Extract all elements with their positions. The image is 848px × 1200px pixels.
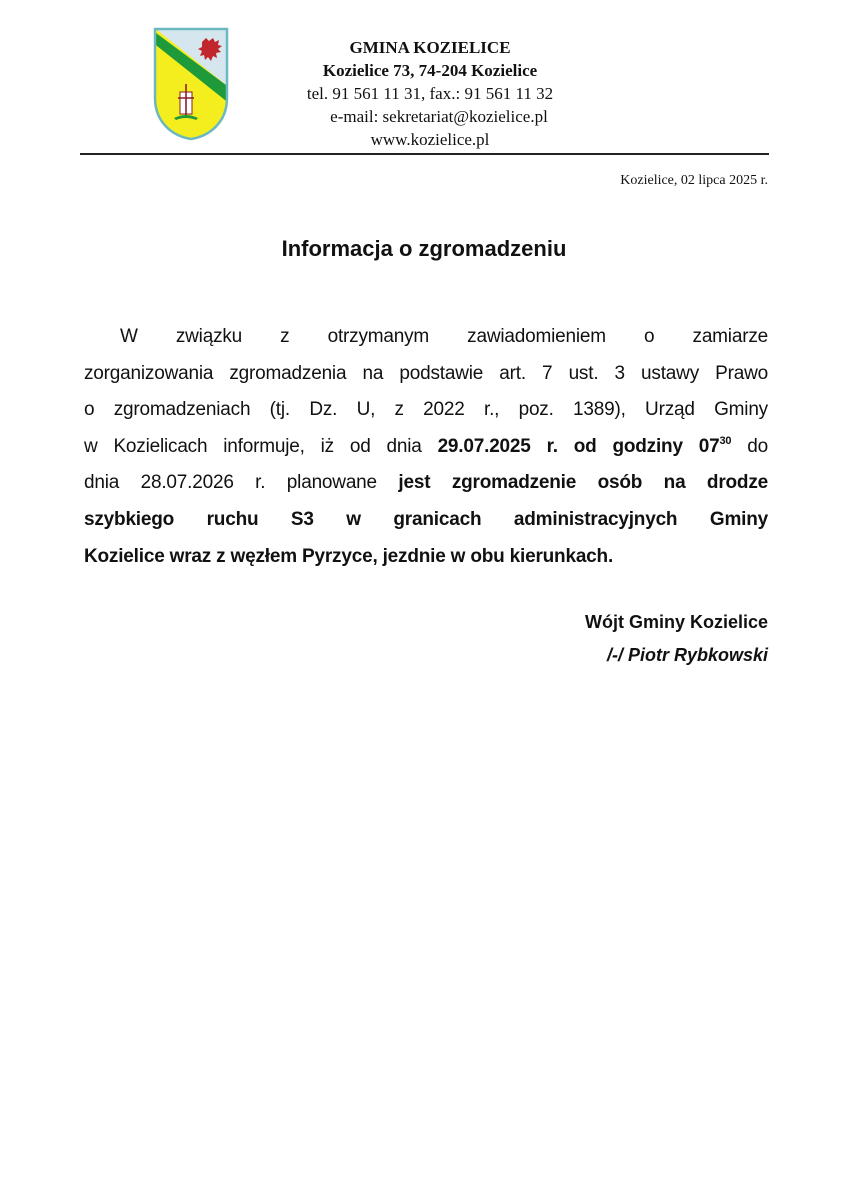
document-title: Informacja o zgromadzeniu <box>281 236 567 261</box>
document-body <box>84 319 768 575</box>
body-line <box>84 356 768 393</box>
place-date: Kozielice, 02 lipca 2025 r. <box>620 173 768 188</box>
signatory-role: Wójt Gminy Kozielice <box>584 612 768 632</box>
body-text-segment: w Kozielicach informuje, iż od dnia <box>84 435 438 457</box>
assembly-description: szybkiego ruchu S3 w granicach administracyjnych Gminy <box>84 508 768 530</box>
body-text-segment: dnia 28.07.2026 r. planowane <box>84 472 399 494</box>
body-line <box>84 465 768 502</box>
org-name: GMINA KOZIELICE <box>349 38 511 57</box>
body-line <box>84 319 768 356</box>
body-text-segment: o zgromadzeniach (tj. Dz. U, z 2022 r., poz. 1389), Urząd Gminy <box>84 399 768 421</box>
body-text-segment: do <box>731 435 768 457</box>
body-line <box>84 392 768 429</box>
start-time-minutes: 30 <box>719 434 732 447</box>
org-email: e-mail: sekretariat@kozielice.pl <box>330 107 548 126</box>
signatory-name: /-/ Piotr Rybkowski <box>606 645 768 665</box>
org-address: Kozielice 73, 74-204 Kozielice <box>322 61 538 80</box>
org-phone-fax: tel. 91 561 11 31, fax.: 91 561 11 32 <box>306 84 554 103</box>
coat-of-arms-icon <box>152 26 230 142</box>
letterhead-divider <box>80 153 769 155</box>
body-text-segment: W związku z otrzymanym zawiadomieniem o zamiarze <box>120 326 768 347</box>
start-date-time: 29.07.2025 r. od godziny 07 <box>437 435 720 457</box>
assembly-description: Kozielice wraz z węzłem Pyrzyce, jezdnie w obu kierunkach. <box>84 545 614 567</box>
body-line <box>84 539 768 576</box>
body-line <box>84 502 768 539</box>
org-website: www.kozielice.pl <box>370 130 490 149</box>
assembly-description: jest zgromadzenie osób na drodze <box>398 472 768 494</box>
letterhead <box>260 36 600 151</box>
body-line <box>84 429 768 466</box>
body-text-segment: zorganizowania zgromadzenia na podstawie art. 7 ust. 3 ustawy Prawo <box>84 362 768 384</box>
signature-block <box>585 606 768 672</box>
